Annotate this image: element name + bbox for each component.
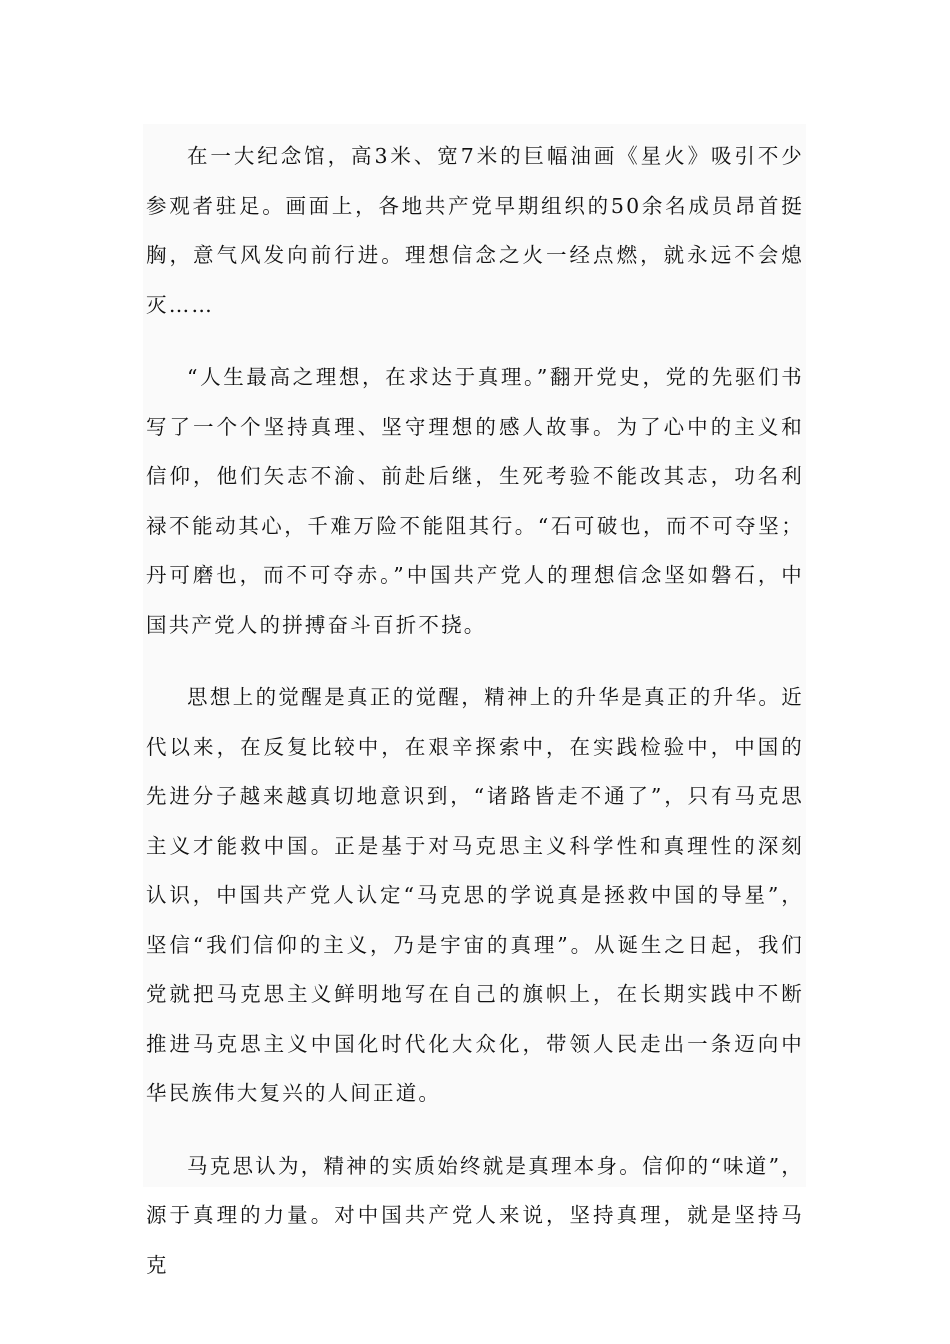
article-text: [143, 124, 806, 1290]
document-body: [143, 124, 806, 1277]
paragraph-3: 思想上的觉醒是真正的觉醒，精神上的升华是真正的升华。近代以来，在反复比较中，在艰辛探索中，在实践检验中，中国的先进分子越来越真切地意识到，“诸路皆走不通了”，只有马克思主义才能救中国。正是基于对马克思主义科学性和真理性的深刻认识，中国共产党人认定“马克思的学说真是拯救中国的导星”，坚信“我们信仰的主义，乃是宇宙的真理”。从诞生之日起，我们党就把马克思主义鲜明地写在自己的旗帜上，在长期实践中不断推进马克思主义中国化时代化大众化，带领人民走出一条迈向中华民族伟大复兴的人间正道。: [146, 685, 804, 1105]
paragraph-1: 在一大纪念馆，高3米、宽7米的巨幅油画《星火》吸引不少参观者驻足。画面上，各地共产党早期组织的50余名成员昂首挺胸，意气风发向前行进。理想信念之火一经点燃，就永远不会熄灭……: [146, 144, 804, 317]
paragraph-2: “人生最高之理想，在求达于真理。”翻开党史，党的先驱们书写了一个个坚持真理、坚守理想的感人故事。为了心中的主义和信仰，他们矢志不渝、前赴后继，生死考验不能改其志，功名利禄不能动其心，千难万险不能阻其行。“石可破也，而不可夺坚；丹可磨也，而不可夺赤。”中国共产党人的理想信念坚如磐石，中国共产党人的拼搏奋斗百折不挠。: [146, 365, 804, 637]
paragraph-4: 马克思认为，精神的实质始终就是真理本身。信仰的“味道”，源于真理的力量。对中国共产党人来说，坚持真理，就是坚持马克: [146, 1153, 804, 1277]
